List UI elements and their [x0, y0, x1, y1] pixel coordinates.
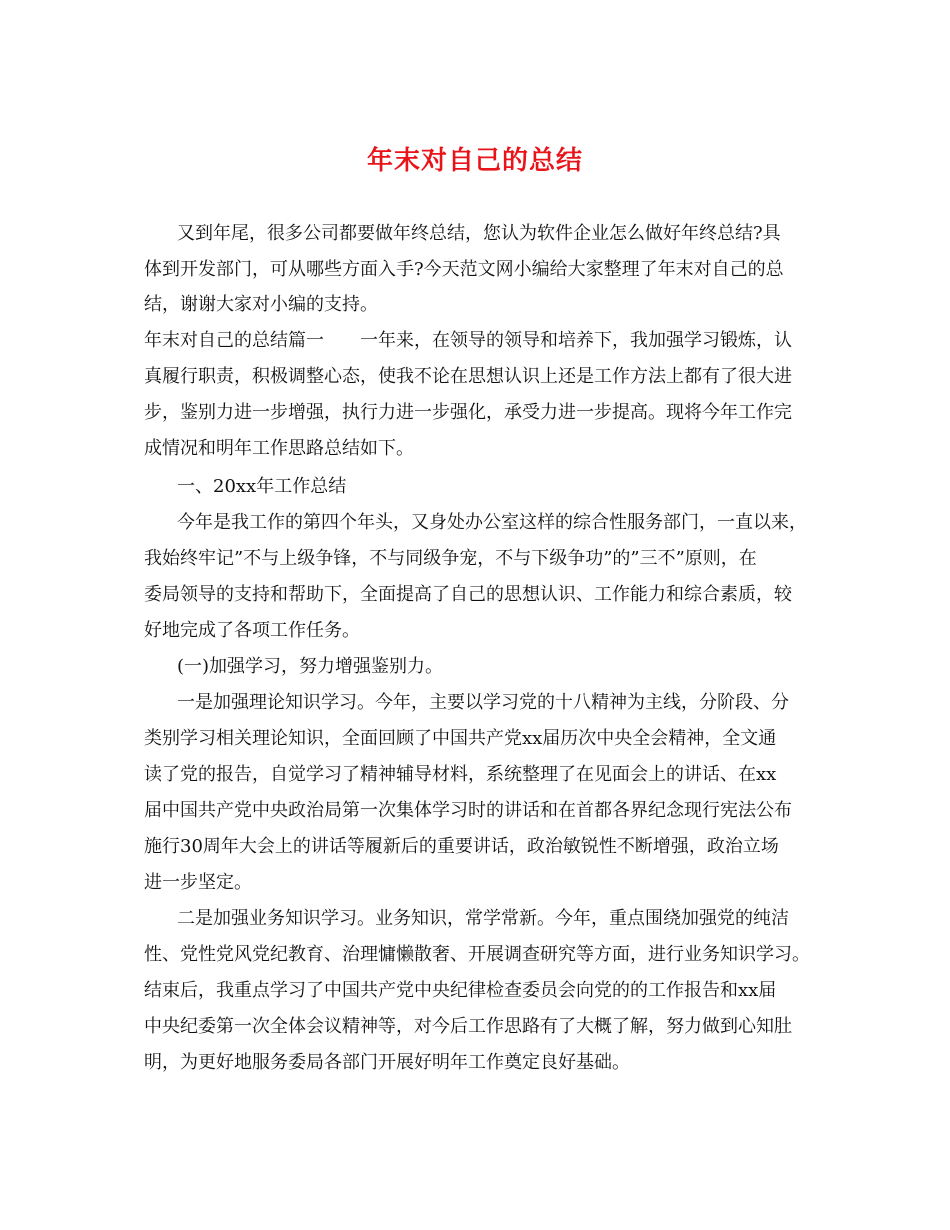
paragraph-line: 体到开发部门，可从哪些方面入手?今天范文网小编给大家整理了年末对自己的总: [144, 259, 784, 280]
paragraph-line: 类别学习相关理论知识，全面回顾了中国共产党xx届历次中央全会精神，全文通: [144, 728, 777, 749]
paragraph-line: 届中国共产党中央政治局第一次集体学习时的讲话和在首都各界纪念现行宪法公布: [144, 800, 792, 821]
paragraph-line: 二是加强业务知识学习。业务知识，常学常新。今年，重点围绕加强党的纯洁: [177, 908, 789, 929]
paragraph-line: 中央纪委第一次全体会议精神等，对今后工作思路有了大概了解，努力做到心知肚: [144, 1016, 792, 1037]
paragraph-line: 施行30周年大会上的讲话等履新后的重要讲话，政治敏锐性不断增强，政治立场: [144, 836, 779, 857]
section-heading: 一、20xx年工作总结: [177, 476, 347, 497]
paragraph-line: 读了党的报告，自觉学习了精神辅导材料，系统整理了在见面会上的讲话、在xx: [144, 764, 777, 785]
paragraph-line: 进一步坚定。: [144, 872, 252, 893]
paragraph-line: 结，谢谢大家对小编的支持。: [144, 294, 378, 315]
paragraph-line: 性、党性党风党纪教育、治理慵懒散奢、开展调查研究等方面，进行业务知识学习。: [144, 944, 810, 965]
paragraph-line: 好地完成了各项工作任务。: [144, 620, 360, 641]
subsection-heading: (一)加强学习，努力增强鉴别力。: [177, 656, 444, 677]
paragraph-line: 明，为更好地服务委局各部门开展好明年工作奠定良好基础。: [144, 1052, 630, 1073]
paragraph-line: 步，鉴别力进一步增强，执行力进一步强化，承受力进一步提高。现将今年工作完: [144, 402, 792, 423]
document-title: 年末对自己的总结: [366, 146, 583, 176]
paragraph-line: 成情况和明年工作思路总结如下。: [144, 438, 414, 459]
paragraph-line: 今年是我工作的第四个年头，又身处办公室这样的综合性服务部门，一直以来，: [177, 512, 807, 533]
paragraph-line: 年末对自己的总结篇一 一年来，在领导的领导和培养下，我加强学习锻炼，认: [144, 330, 792, 351]
paragraph-line: 一是加强理论知识学习。今年，主要以学习党的十八精神为主线，分阶段、分: [177, 692, 789, 713]
paragraph-line: 委局领导的支持和帮助下，全面提高了自己的思想认识、工作能力和综合素质，较: [144, 584, 792, 605]
paragraph-line: 真履行职责，积极调整心态，使我不论在思想认识上还是工作方法上都有了很大进: [144, 366, 792, 387]
paragraph-line: 又到年尾，很多公司都要做年终总结，您认为软件企业怎么做好年终总结?具: [177, 223, 781, 244]
paragraph-line: 结束后，我重点学习了中国共产党中央纪律检查委员会向党的的工作报告和xx届: [144, 980, 777, 1001]
paragraph-line: 我始终牢记”不与上级争锋，不与同级争宠，不与下级争功”的”三不”原则，在: [144, 548, 757, 569]
